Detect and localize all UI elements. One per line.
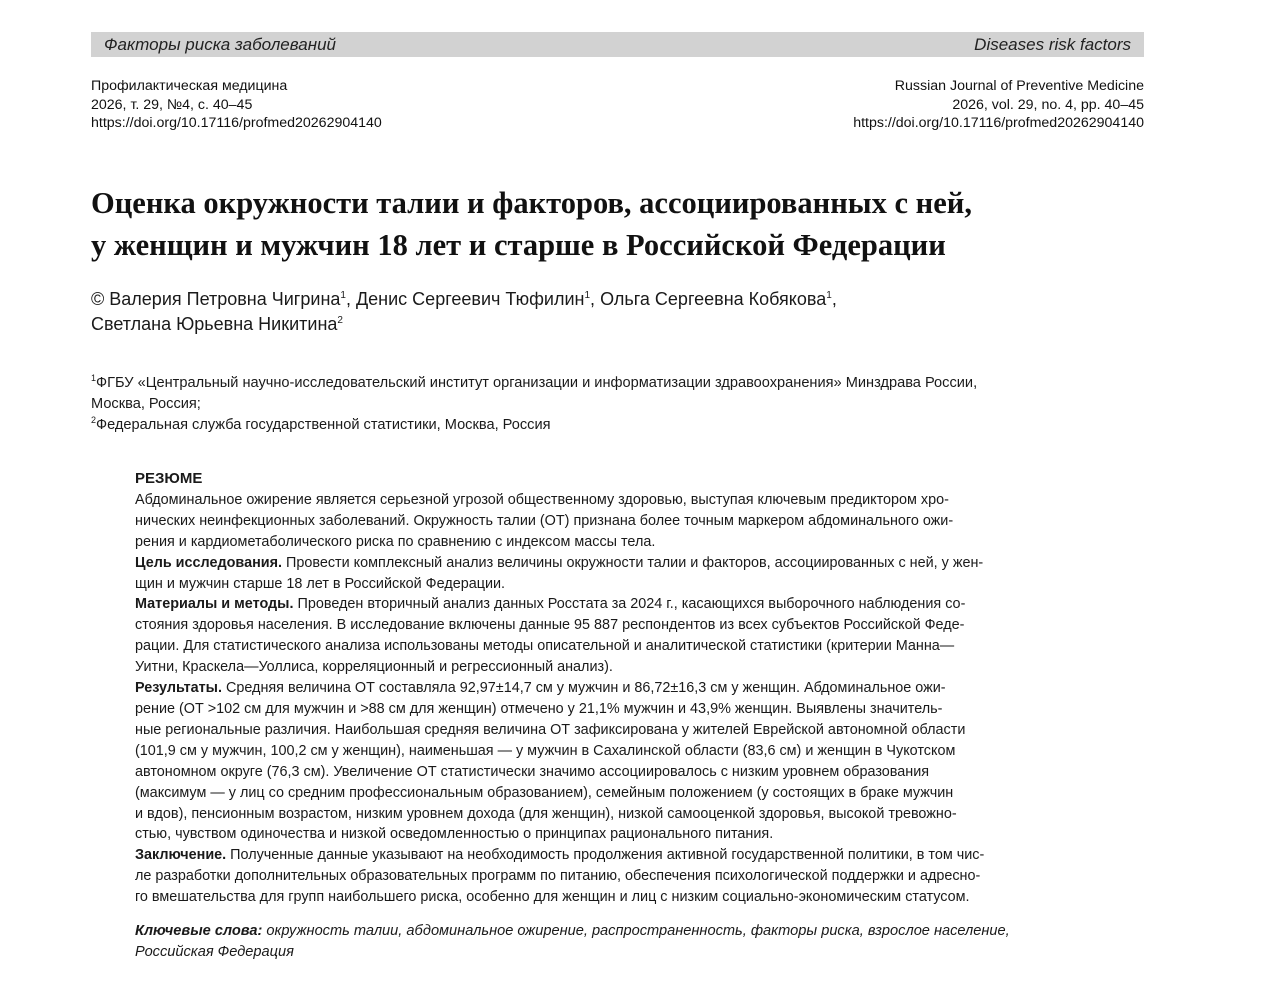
author-name: Денис Сергеевич Тюфилин [355,289,585,309]
abstract-line: го вмешательства для групп наибольшего риска, особенно для женщин и лиц с низким социально-экономическим статусом. [135,889,970,906]
author-name: Ольга Сергеевна Кобякова [600,289,827,309]
abstract-line [135,594,1105,615]
abstract-line: стояния здоровья населения. В исследование включены данные 95 887 респондентов из всех субъектов Российской Феде- [135,617,965,634]
copyright-symbol: © [91,289,105,309]
conclusion-text: Полученные данные указывают на необходимость продолжения активной государственной политики, в том чис- [226,847,985,864]
affiliation-text: Федеральная служба государственной статистики, Москва, Россия [96,417,551,433]
journal-issue-ru: 2026, т. 29, №4, с. 40–45 [91,96,253,113]
abstract-line [135,553,1105,574]
aim-text: Провести комплексный анализ величины окружности талии и факторов, ассоциированных с ней, у жен- [282,554,984,571]
affiliation-text: Москва, Россия; [91,396,201,412]
author-separator: , [831,289,837,309]
affiliation-marker: 1 [826,290,832,301]
abstract-line: рение (ОТ >102 см для мужчин и >88 см для женщин) отмечено у 21,1% мужчин и 43,9% женщин. Выявлены значитель- [135,700,943,717]
results-text: Средняя величина ОТ составляла 92,97±14,7 см у мужчин и 86,72±16,3 см у женщин. Абдоминальное ожи- [221,680,946,697]
journal-name-en: Russian Journal of Preventive Medicine [894,78,1144,94]
conclusion-label: Заключение. [135,847,227,864]
affiliation-item [91,415,1151,436]
doi-link-en[interactable]: https://doi.org/10.17116/profmed20262904140 [853,115,1144,131]
title-line: у женщин и мужчин 18 лет и старше в Российской Федерации [91,228,946,262]
affiliation-marker: 2 [337,315,343,326]
aim-label: Цель исследования. [135,554,283,571]
author-separator: , [590,289,596,309]
affiliation-marker: 1 [340,290,346,301]
affiliation-marker: 1 [584,290,591,301]
affiliation-text: ФГБУ «Центральный научно-исследовательский институт организации и информатизации здравоохранения» Минздрава России, [96,375,978,391]
abstract-line: ле разработки дополнительных образовательных программ по питанию, обеспечения психологической поддержки и адресно- [135,868,981,885]
abstract-line: (101,9 см у мужчин, 100,2 см у женщин), наименьшая — у мужчин в Сахалинской области (83,6 см) и женщин в Чукотском [135,742,956,759]
journal-name-ru: Профилактическая медицина [91,78,288,94]
results-label: Результаты. [135,680,222,697]
author-name: Валерия Петровна Чигрина [109,289,341,309]
abstract-line: и вдов), пенсионным возрастом, низким уровнем дохода (для женщин), низкой самооценкой здоровья, высокой тревожно- [135,805,957,822]
affiliation-item [91,373,1151,394]
methods-text: Проведен вторичный анализ данных Росстата за 2024 г., касающихся выборочного наблюдения со- [293,596,966,613]
section-label-en: Diseases risk factors [974,34,1131,54]
affiliation-number: 2 [91,415,97,426]
author-name: Светлана Юрьевна Никитина [91,314,338,334]
journal-meta-en [853,77,1144,133]
keywords [135,921,1115,963]
abstract-line: щин и мужчин старше 18 лет в Российской Федерации. [135,575,506,592]
journal-meta-ru [91,77,382,133]
affiliation-list [91,373,1151,436]
abstract-line [135,678,1105,699]
author-separator: , [345,289,351,309]
article-title [91,182,1151,266]
abstract-line: Уитни, Краскела—Уоллиса, корреляционный и регрессионный анализ). [135,659,613,676]
section-label-ru: Факторы риска заболеваний [104,34,336,54]
abstract-line: рации. Для статистического анализа использованы методы описательной и аналитической статистики (критерии Манна— [135,638,955,655]
keywords-label: Ключевые слова: [135,923,263,939]
methods-label: Материалы и методы. [135,596,294,613]
abstract-line: стью, чувством одиночества и низкой осведомленностью о принципах рационального питания. [135,826,774,843]
abstract-line: нических неинфекционных заболеваний. Окружность талии (ОТ) признана более точным маркером абдоминального ожи- [135,512,954,529]
author-list [91,287,1151,337]
affiliation-number: 1 [91,373,97,384]
journal-issue-en: 2026, vol. 29, no. 4, pp. 40–45 [952,96,1144,113]
abstract [135,469,1105,908]
abstract-line: ные региональные различия. Наибольшая средняя величина ОТ зафиксирована у жителей Еврейской автономной области [135,721,966,738]
abstract-heading: РЕЗЮМЕ [135,470,203,487]
keywords-line: Российская Федерация [135,944,294,960]
abstract-line: Абдоминальное ожирение является серьезной угрозой общественному здоровью, выступая ключевым предиктором хро- [135,491,949,508]
doi-link-ru[interactable]: https://doi.org/10.17116/profmed20262904140 [91,115,382,131]
abstract-line: (максимум — у лиц со средним профессиональным образованием), семейным положением (у состоящих в браке мужчин [135,784,954,801]
keywords-line [135,921,1115,942]
abstract-line [135,845,1105,866]
running-header [91,32,1144,57]
keywords-text: окружность талии, абдоминальное ожирение, распространенность, факторы риска, взрослое население, [262,923,1010,939]
abstract-line: рения и кардиометаболического риска по сравнению с индексом массы тела. [135,533,656,550]
abstract-line: автономном округе (76,3 см). Увеличение ОТ статистически значимо ассоциировалось с низким уровнем образования [135,763,930,780]
title-line: Оценка окружности талии и факторов, ассоциированных с ней, [91,186,972,220]
